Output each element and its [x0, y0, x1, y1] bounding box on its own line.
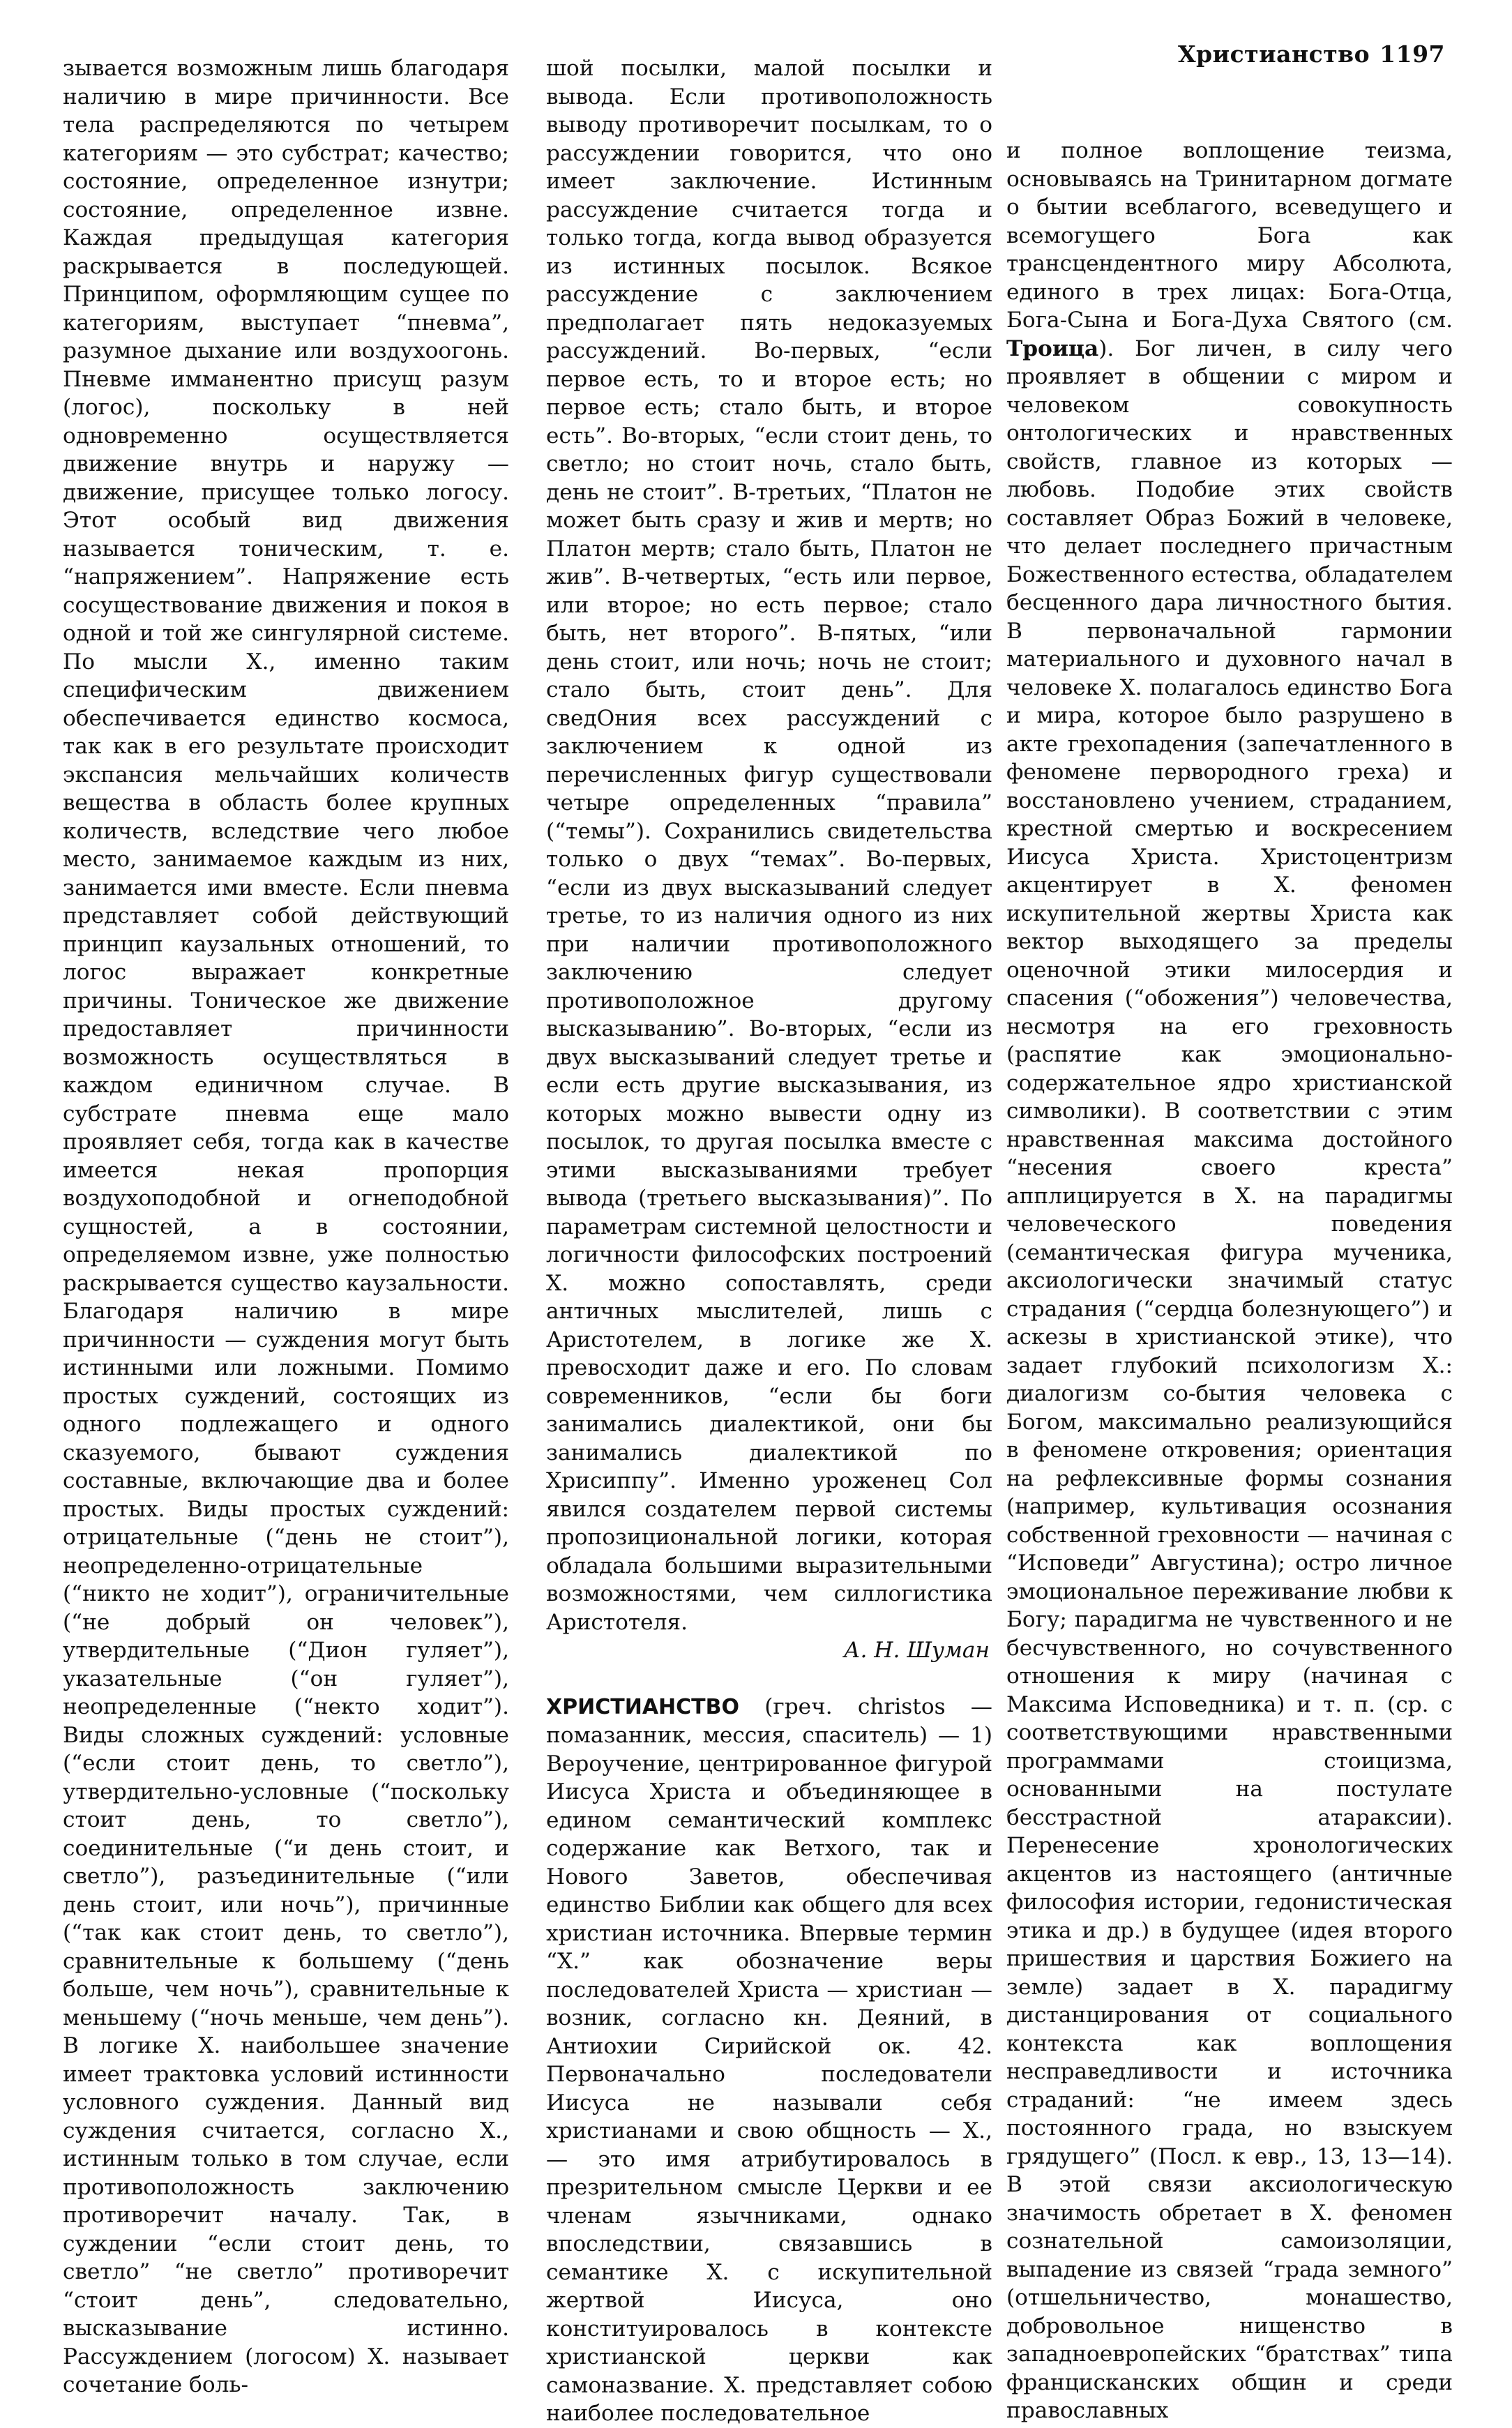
column-1-text: зывается возможным лишь благодаря наличию в мире причинности. Все тела распределяются по четырем категориям — это субстрат; качество; состояние, определенное изнутри; состояние, определенное извне. Каждая предыдущая категория раскрывается в последующей. Принципом, оформляющим сущее по категориям, выступает “пневма”, разумное дыхание или воздухоогонь. Пневме имманентно присущ разум (логос), поскольку в ней одновременно осуществляется движение внутрь и наружу — движение, присущее только логосу. Этот особый вид движения называется тоническим, т. е. “напряжением”. Напряжение есть сосуществование движения и покоя в одной и той же сингулярной системе. По мысли Х., именно таким специфическим движением обеспечивается единство космоса, так как в его результате происходит экспансия мельчайших количеств вещества в область более крупных количеств, вследствие чего любое место, занимаемое каждым из них, занимается ими вместе. Если пневма представляет собой действующий принцип каузальных отношений, то логос выражает конкретные причины. Тоническое же движение предоставляет причинности возможность осуществляться в каждом единичном случае. В субстрате пневма еще мало проявляет себя, тогда как в качестве имеется некая пропорция воздухоподобной и огнеподобной сущностей, а в состоянии, определяемом извне, уже полностью раскрывается существо каузальности. Благодаря наличию в мире причинности — суждения могут быть истинными или ложными. Помимо простых суждений, состоящих из одного подлежащего и одного сказуемого, бывают суждения составные, включающие два и более простых. Виды простых суждений: отрицательные (“день не стоит”), неопределенно-отрицательные (“никто не ходит”), ограничительные (“не добрый он человек”), утвердительные (“Дион гуляет”), указательные (“он гуляет”), неопределенные (“некто ходит”). Виды сложных суждений: условные (“если стоит день, то светло”), утвердительно-условные (“поскольку стоит день, то светло”), соединительные (“и день стоит, и светло”), разъединительные (“или день стоит, или ночь”), причинные (“так как стоит день, то светло”), сравнительные к большему (“день больше, чем ночь”), сравнительные к меньшему (“ночь меньше, чем день”). В логике Х. наибольшее значение имеет трактовка условий истинности условного суждения. Данный вид суждения считается, согласно Х., истинным только в том случае, если противоположность заключению противоречит началу. Так, в суждении “если стоит день, то светло” “не светло” противоречит “стоит день”, следовательно, высказывание истинно. Рассуждением (логосом) Х. называет сочетание боль- — [63, 56, 509, 2397]
text-column-3 — [1006, 137, 1453, 2425]
text-column-2 — [546, 54, 992, 2428]
article-author: А. Н. Шуман — [843, 1638, 990, 1663]
running-header — [1178, 40, 1445, 68]
header-title: Христианство — [1177, 40, 1370, 68]
column-3-text-before: и полное воплощение теизма, основываясь на Тринитарном догмате о бытии всеблагого, всеведущего и всемогущего Бога как трансцендентного миру Абсолюта, единого в трех лицах: Бога-Отца, Бога-Сына и Бога-Духа Святого (см. — [1006, 138, 1453, 333]
column-2-text: шой посылки, малой посылки и вывода. Если противоположность выводу противоречит посылкам, то о рассуждении говорится, что оно имеет заключение. Истинным рассуждение считается тогда и только тогда, когда вывод образуется из истинных посылок. Всякое рассуждение с заключением предполагает пять недоказуемых рассуждений. Во-первых, “если первое есть, то и второе есть; но первое есть; стало быть, и второе есть”. Во-вторых, “если стоит день, то светло; но стоит ночь, стало быть, день не стоит”. В-третьих, “Платон не может быть сразу и жив и мертв; но Платон мертв; стало быть, Платон не жив”. В-четвертых, “есть или первое, или второе; но есть первое; стало быть, нет второго”. В-пятых, “или день стоит, или ночь; ночь не стоит; стало быть, стоит день”. Для сведОния всех рассуждений с заключением к одной из перечисленных фигур существовали четыре определенных “правила” (“темы”). Сохранились свидетельства только о двух “темах”. Во-первых, “если из двух высказываний следует третье, то из наличия одного из них при наличии противоположного заключению следует противоположное другому высказыванию”. Во-вторых, “если из двух высказываний следует третье и если есть другие высказывания, из которых можно вывести одну из посылок, то другая посылка вместе с этими высказываниями требует вывода (третьего высказывания)”. По параметрам системной целостности и логичности философских построений Х. можно сопоставлять, среди античных мыслителей, лишь с Аристотелем, в логике же Х. превосходит даже и его. По словам современников, “если бы боги занимались диалектикой, они бы занимались диалектикой по Хрисиппу”. Именно уроженец Сол явился создателем первой системы пропозициональной логики, которая обладала большими выразительными возможностями, чем силлогистика Аристотеля. — [546, 56, 992, 1635]
text-column-1 — [63, 54, 509, 2399]
column-3-text — [1006, 137, 1453, 2425]
article-christianity-start — [546, 1693, 992, 2428]
page-number: 1197 — [1379, 40, 1445, 68]
article-headword: ХРИСТИАНСТВО — [546, 1694, 739, 1719]
crossref-trinity-link[interactable]: Троица — [1006, 335, 1099, 361]
article-christianity-text: (греч. christos — помазанник, мессия, спаситель) — 1) Вероучение, центрированное фигурой Иисуса Христа и объединяющее в едином семантический комплекс содержание как Ветхого, так и Нового Заветов, обеспечивая единство Библии как общего для всех христиан источника. Впервые термин “Х.” как обозначение веры последователей Христа — христиан — возник, согласно кн. Деяний, в Антиохии Сирийской ок. 42. Первоначально последователи Иисуса не называли себя христианами и свою общность — Х., — это имя атрибутировалось в презрительном смысле Церкви и ее членам язычниками, однако впоследствии, связавшись в семантике Х. с искупительной жертвой Иисуса, оно конституировалось в контексте христианской церкви как самоназвание. Х. представляет собою наиболее последовательное — [546, 1694, 992, 2426]
column-3-text-after: ). Бог личен, в силу чего проявляет в общении с миром и человеком совокупность онтологических и нравственных свойств, главное из которых — любовь. Подобие этих свойств составляет Образ Божий в человеке, что делает последнего причастным Божественного естества, обладателем бесценного дара личностного бытия. В первоначальной гармонии материального и духовного начал в человеке Х. полагалось единство Бога и мира, которое было разрушено в акте грехопадения (запечатленного в феномене первородного греха) и восстановлено учением, страданием, крестной смертью и воскресением Иисуса Христа. Христоцентризм акцентирует в Х. феномен искупительной жертвы Христа как вектор выходящего за пределы оценочной этики милосердия и спасения (“обожения”) человечества, несмотря на его греховность (распятие как эмоционально-содержательное ядро христианской символики). В соответствии с этим нравственная максима достойного “несения своего креста” апплицируется в Х. на парадигмы человеческого поведения (семантическая фигура мученика, аксиологически значимый статус страдания (“сердца болезнующего”) и аскезы в христианской этике), что задает глубокий психологизм Х.: диалогизм со-бытия человека с Богом, максимально реализующийся в феномене откровения; ориентация на рефлексивные формы сознания (например, культивация осознания собственной греховности — начиная с “Исповеди” Августина); остро личное эмоциональное переживание любви к Богу; парадигма не чувственного и не бесчувственного, но сочувственного отношения к миру (начиная с Максима Исповедника) и т. п. (ср. с соответствующими нравственными программами стоицизма, основанными на постулате бесстрастной атараксии). Перенесение хронологических акцентов из настоящего (античные философия истории, гедонистическая этика и др.) в будущее (идея второго пришествия и царствия Божиего на земле) задает в Х. парадигму дистанцирования от социального контекста как воплощения несправедливости и источника страданий: “не имеем здесь постоянного града, но взыскуем грядущего” (Посл. к евр., 13, 13—14). В этой связи аксиологическую значимость обретает в Х. феномен сознательной самоизоляции, выпадение из связей “града земного” (отшельничество, монашество, добровольное нищенство в западноевропейских “братствах” типа францисканских общин и среди православных — [1006, 335, 1453, 2423]
article-separator — [546, 1665, 992, 1693]
